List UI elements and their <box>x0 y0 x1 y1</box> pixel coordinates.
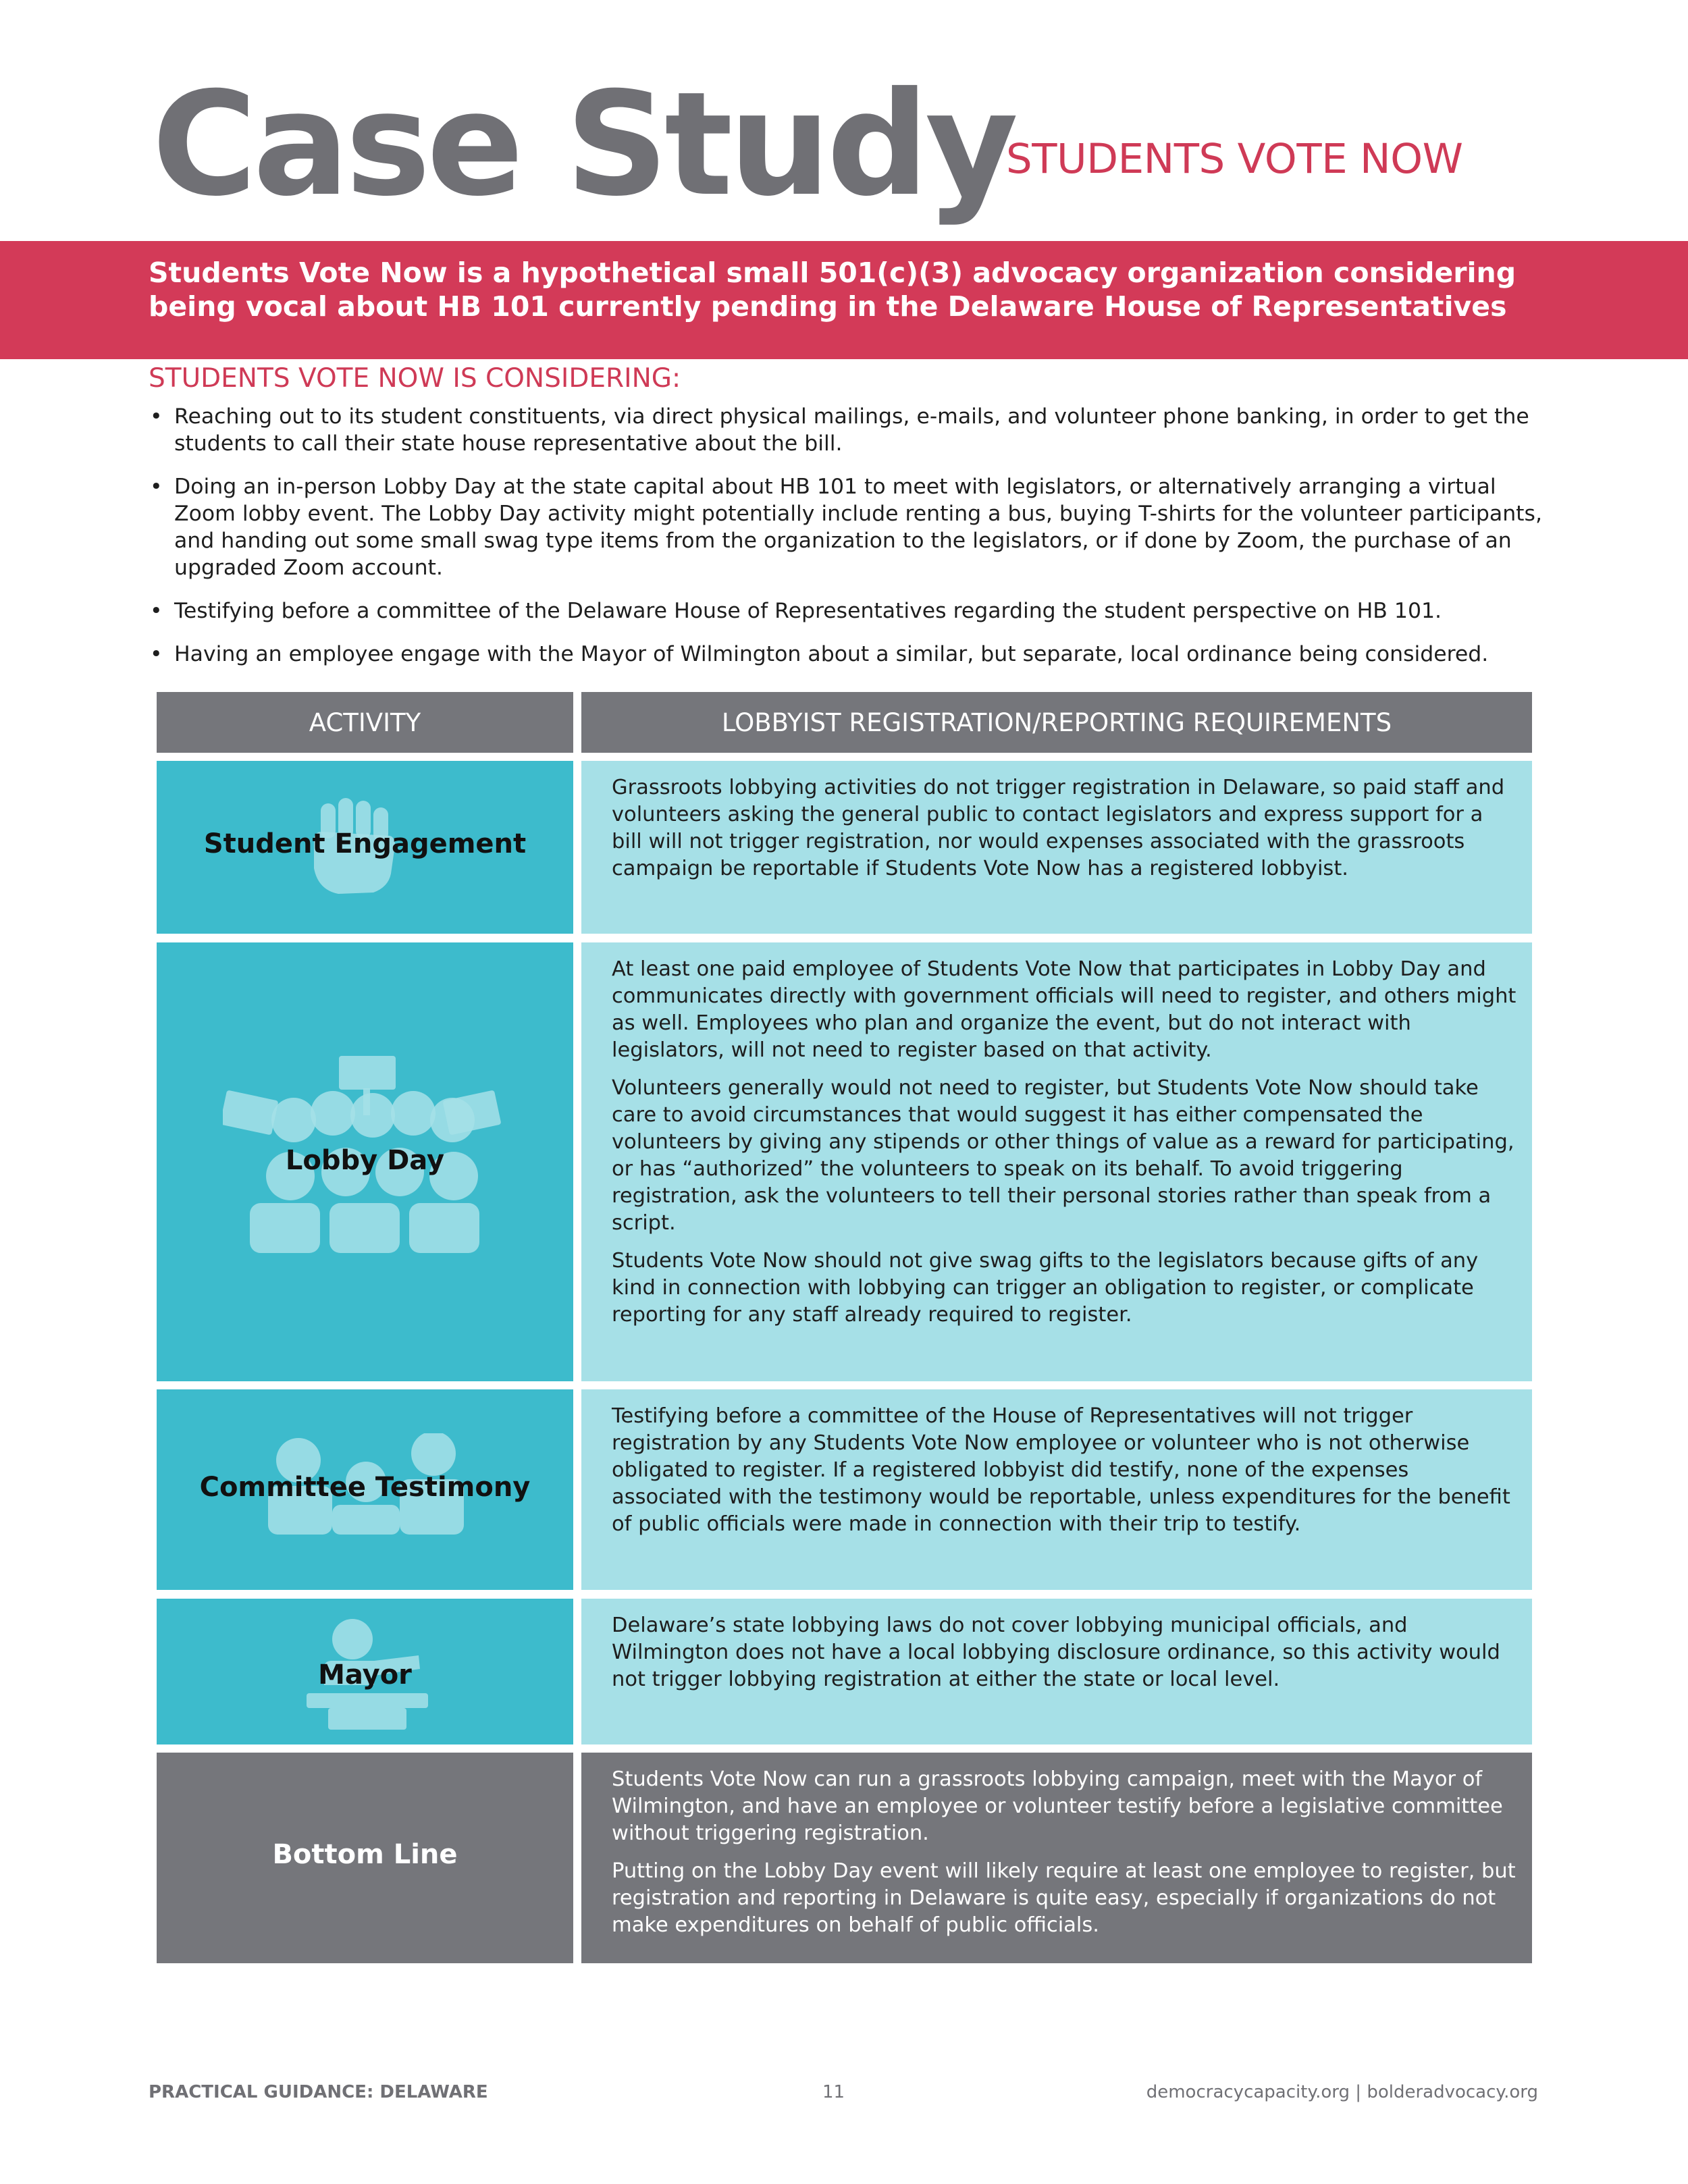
footer-page-number: 11 <box>822 2082 845 2102</box>
list-item-text: Reaching out to its student constituents, via direct physical mailings, e-mails, and volunteer phone banking, in order to get the students to call their state house representative about the bill. <box>174 404 1529 456</box>
requirement-paragraph: Grassroots lobbying activities do not trigger registration in Delaware, so paid staff and volunteers asking the general public to contact legislators and express support for a bill will not trigger registration, nor would expenses associated with the grassroots campaign be reportable if Students Vote Now has a registered lobbyist. <box>612 776 1505 880</box>
table-row <box>157 1599 1532 1744</box>
requirement-paragraph: Volunteers generally would not need to register, but Students Vote Now should take care to avoid circumstances that would suggest it has either compensated the volunteers by giving any stipends or other things of value as a reward for participating, or has “authorized” the volunteers to speak on its behalf. To avoid triggering registration, ask the volunteers to tell their personal stories rather than speak from a script. <box>612 1076 1514 1235</box>
list-item-text: Having an employee engage with the Mayor of Wilmington about a similar, but separate, local ordinance being considered. <box>174 642 1489 666</box>
requirement-text <box>612 1612 1516 1704</box>
list-item <box>149 641 1553 668</box>
requirement-paragraph: Students Vote Now should not give swag gifts to the legislators because gifts of any kind in connection with lobbying can trigger an obligation to register, or complicate reporting for any staff already required to register. <box>612 1249 1479 1327</box>
page-subtitle: STUDENTS VOTE NOW <box>1006 135 1463 183</box>
activity-cell <box>157 942 573 1381</box>
activity-label: Lobby Day <box>285 1145 445 1176</box>
list-item <box>149 473 1553 581</box>
activity-cell <box>157 1599 573 1744</box>
header-activity-label: ACTIVITY <box>309 708 421 737</box>
table-row <box>157 942 1532 1381</box>
footer-guide-title: PRACTICAL GUIDANCE: DELAWARE <box>149 2082 488 2102</box>
requirement-cell <box>581 761 1532 934</box>
list-item <box>149 403 1553 457</box>
activity-cell <box>157 761 573 934</box>
requirement-paragraph: Students Vote Now can run a grassroots lobbying campaign, meet with the Mayor of Wilmington, and have an employee or volunteer testify before a legislative committee without triggering registration. <box>612 1767 1503 1845</box>
requirement-paragraph: Delaware’s state lobbying laws do not cover lobbying municipal officials, and Wilmington does not have a local lobbying disclosure ordinance, so this activity would not trigger lobbying registration at either the state or local level. <box>612 1614 1500 1691</box>
requirement-paragraph: Putting on the Lobby Day event will likely require at least one employee to register, but registration and reporting in Delaware is quite easy, especially if organizations do not make expenditures on behalf of public officials. <box>612 1859 1516 1937</box>
requirement-cell <box>581 1753 1532 1963</box>
requirement-text <box>612 1403 1516 1549</box>
requirement-cell <box>581 1389 1532 1590</box>
footer-websites: democracycapacity.org | bolderadvocacy.org <box>1146 2082 1538 2102</box>
page-title: Case Study <box>152 61 1015 228</box>
intro-banner-text: Students Vote Now is a hypothetical small 501(c)(3) advocacy organization considering being vocal about HB 101 currently pending in the Delaware House of Representatives <box>149 257 1516 323</box>
intro-banner <box>0 241 1688 359</box>
requirement-cell <box>581 1599 1532 1744</box>
table-row <box>157 761 1532 934</box>
requirement-cell <box>581 942 1532 1381</box>
activity-cell <box>157 1753 573 1963</box>
list-item <box>149 597 1553 624</box>
requirement-paragraph: At least one paid employee of Students Vote Now that participates in Lobby Day and communicates directly with government officials will need to register, and others might as well. Employees who plan and organize the event, but do not interact with legislators, will not need to register based on that activity. <box>612 957 1516 1062</box>
header-cell-activity <box>157 692 573 753</box>
table-row <box>157 1389 1532 1590</box>
activity-label: Mayor <box>318 1659 412 1690</box>
activity-label: Bottom Line <box>272 1839 458 1870</box>
activity-cell <box>157 1389 573 1590</box>
considering-heading: STUDENTS VOTE NOW IS CONSIDERING: <box>149 363 681 394</box>
title-row <box>152 61 1570 242</box>
bullet-icon: • <box>150 404 163 429</box>
activity-label: Student Engagement <box>203 828 527 859</box>
header-requirements-label: LOBBYIST REGISTRATION/REPORTING REQUIREMENTS <box>721 708 1392 737</box>
bullet-icon: • <box>150 642 163 666</box>
requirement-text <box>612 1766 1516 1950</box>
header-cell-requirements <box>581 692 1532 753</box>
considering-list <box>149 403 1553 684</box>
requirement-paragraph: Testifying before a committee of the House of Representatives will not trigger registration by any Students Vote Now employee or volunteer who is not otherwise obligated to register. If a registered lobbyist did testify, none of the expenses associated with the testimony would be reportable, unless expenditures for the benefit of public officials were made in connection with their trip to testify. <box>612 1404 1510 1536</box>
requirement-text <box>612 774 1516 893</box>
requirement-text <box>612 956 1516 1339</box>
table-row <box>157 1753 1532 1963</box>
activity-label: Committee Testimony <box>199 1472 531 1503</box>
bullet-icon: • <box>150 475 163 499</box>
bullet-icon: • <box>150 599 163 623</box>
table-header-row <box>157 692 1532 753</box>
list-item-text: Doing an in-person Lobby Day at the state capital about HB 101 to meet with legislators, or alternatively arranging a virtual Zoom lobby event. The Lobby Day activity might potentially include renting a bus, buying T-shirts for the volunteer participants, and handing out some small swag type items from the organization to the legislators, or if done by Zoom, the purchase of an upgraded Zoom account. <box>174 475 1542 580</box>
list-item-text: Testifying before a committee of the Delaware House of Representatives regarding the student perspective on HB 101. <box>174 599 1442 623</box>
